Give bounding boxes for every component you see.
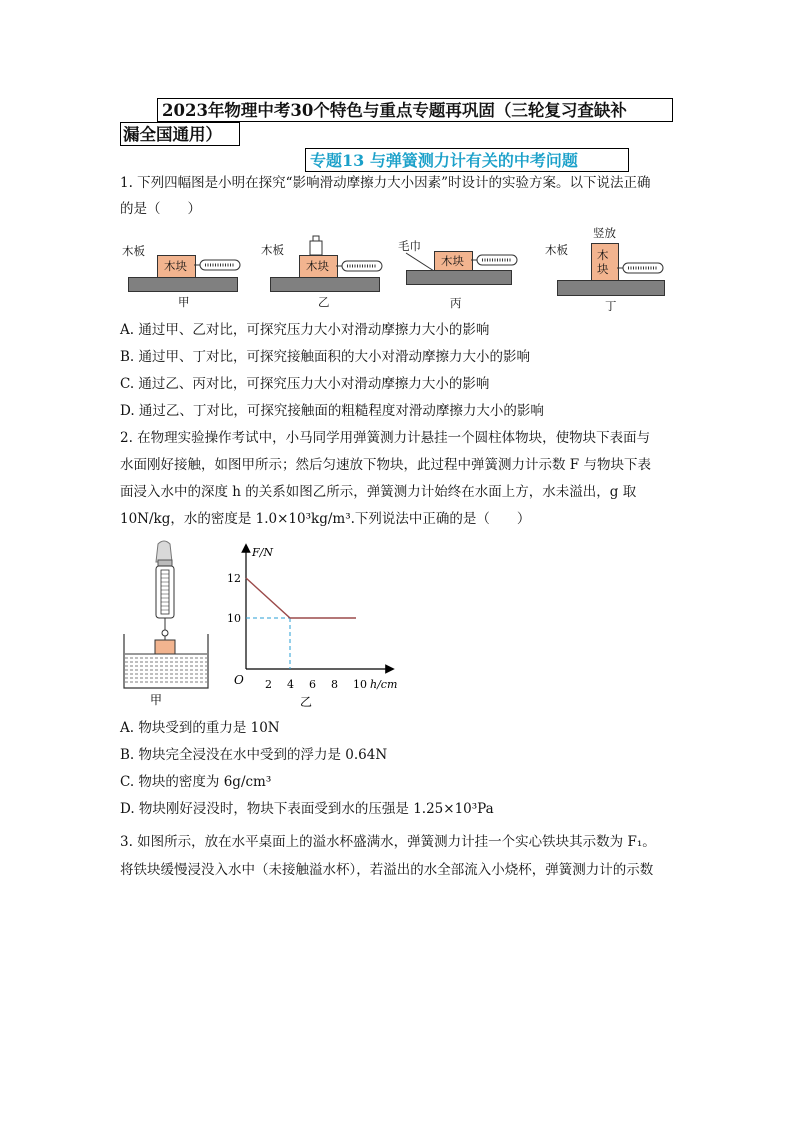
q1-yi-spring-scale [336, 258, 386, 274]
tick-labels [227, 572, 367, 691]
cylinder-block [155, 640, 175, 654]
q1-jia-spring-scale [194, 257, 244, 273]
y-tick-label: 12 [227, 572, 241, 585]
q2-option-d: D. 物块刚好浸没时，物块下表面受到水的压强是 1.25×10³Pa [120, 801, 494, 817]
q2-option-c: C. 物块的密度为 6g/cm³ [120, 774, 272, 790]
q1-yi-block-label: 木块 [306, 259, 329, 273]
q1-figure-jia [122, 240, 242, 310]
q2-yi-caption: 乙 [300, 695, 313, 709]
q2-jia-caption: 甲 [150, 693, 163, 707]
q1-bing-caption: 丙 [450, 296, 462, 310]
x-tick-label: 10 [353, 678, 367, 691]
q1-ding-block-label-1: 木 [597, 248, 609, 262]
x-tick-label: 2 [265, 678, 272, 691]
q1-ding-spring-scale [617, 260, 669, 276]
q1-stem-line1: 1. 下列四幅图是小明在探究“影响滑动摩擦力大小因素”时设计的实验方案。以下说法正确 [120, 175, 651, 191]
q1-jia-surface-label: 木板 [122, 244, 145, 258]
q1-ding-caption: 丁 [605, 299, 617, 313]
main-title-line2: 漏全国通用） [120, 122, 240, 146]
x-axis-label: h/cm [370, 678, 398, 691]
y-axis-label: F/N [252, 546, 273, 559]
q1-bing-spring-scale [471, 254, 521, 270]
q1-option-b: B. 通过甲、丁对比，可探究接触面积的大小对滑动摩擦力大小的影响 [120, 349, 531, 365]
topic-title: 专题13 与弹簧测力计有关的中考问题 [305, 148, 629, 172]
q2-option-b: B. 物块完全浸没在水中受到的浮力是 0.64N [120, 747, 388, 763]
q3-stem-line1: 3. 如图所示，放在水平桌面上的溢水杯盛满水，弹簧测力计挂一个实心铁块其示数为 F₁。 [120, 834, 656, 850]
q2-chart [222, 540, 402, 710]
q2-stem-line4: 10N/kg，水的密度是 1.0×10³kg/m³.下列说法中正确的是（ ） [120, 511, 531, 527]
q1-yi-caption: 乙 [318, 295, 330, 309]
q1-ding-note: 竖放 [593, 226, 616, 240]
q1-ding-base [557, 280, 665, 296]
q1-jia-block-label: 木块 [164, 259, 187, 273]
q1-jia-caption: 甲 [178, 295, 190, 309]
x-tick-label: 6 [309, 678, 316, 691]
origin-label: O [234, 673, 244, 687]
y-tick-label: 10 [227, 612, 241, 625]
q1-figure-ding [545, 226, 670, 316]
q2-stem-line3: 面浸入水中的深度 h 的关系如图乙所示，弹簧测力计始终在水面上方，水未溢出，g 取 [120, 484, 637, 500]
q1-bing-block-label: 木块 [441, 254, 464, 268]
q1-stem-line2: 的是（ ） [120, 201, 201, 217]
data-series [246, 578, 356, 618]
main-title-line1: 2023年物理中考30个特色与重点专题再巩固（三轮复习查缺补 [157, 98, 673, 122]
q1-option-d: D. 通过乙、丁对比，可探究接触面的粗糙程度对滑动摩擦力大小的影响 [120, 403, 544, 419]
q1-ding-surface-label: 木板 [545, 243, 568, 257]
hand-icon [156, 541, 172, 562]
q1-option-a: A. 通过甲、乙对比，可探究压力大小对滑动摩擦力大小的影响 [120, 322, 490, 338]
dashed-guides [246, 618, 290, 669]
q3-stem-line2: 将铁块缓慢浸没入水中（未接触溢水杯），若溢出的水全部流入小烧杯，弹簧测力计的示数 [120, 862, 654, 878]
q1-option-c: C. 通过乙、丙对比，可探究压力大小对滑动摩擦力大小的影响 [120, 376, 490, 392]
q1-figure-yi [261, 234, 386, 310]
x-tick-label: 8 [331, 678, 338, 691]
q2-stem-line2: 水面刚好接触，如图甲所示；然后匀速放下物块，此过程中弹簧测力计示数 F 与物块下表 [120, 457, 651, 473]
x-tick-label: 4 [287, 678, 294, 691]
q1-bing-surface-label: 毛巾 [398, 239, 421, 253]
q1-ding-block-label-2: 块 [597, 262, 609, 276]
q1-yi-surface-label: 木板 [261, 243, 284, 257]
q2-stem-line1: 2. 在物理实验操作考试中，小马同学用弹簧测力计悬挂一个圆柱体物块，使物块下表面与 [120, 430, 651, 446]
q2-figure-jia [118, 538, 218, 708]
series-line [246, 578, 356, 618]
q2-option-a: A. 物块受到的重力是 10N [120, 720, 280, 736]
q1-figure-bing [398, 237, 518, 309]
q1-bing-base [406, 270, 512, 285]
q1-yi-base [270, 277, 380, 292]
q1-jia-base [128, 277, 238, 292]
